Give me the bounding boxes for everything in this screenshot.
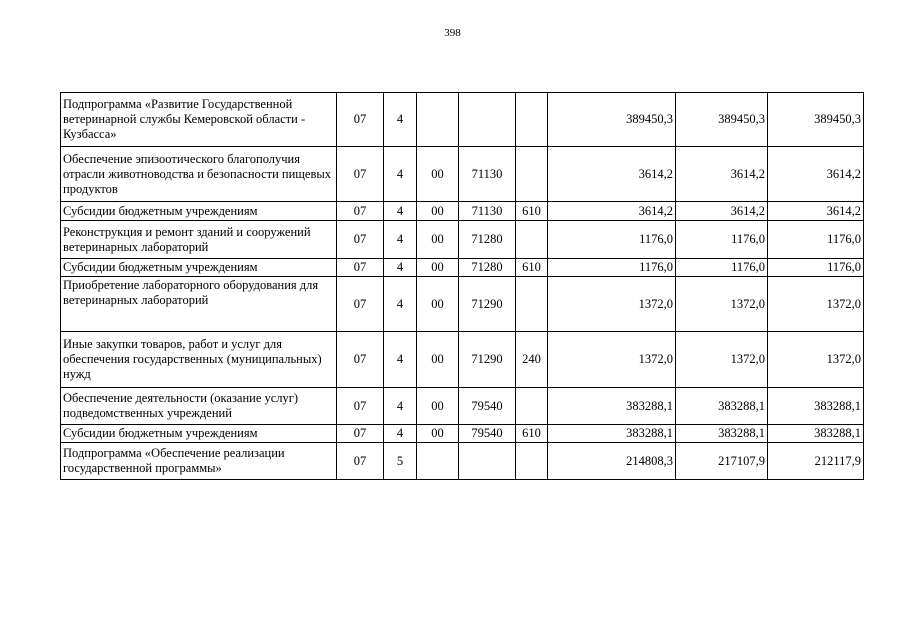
section-code: 07	[337, 332, 384, 388]
amount-year-3: 389450,3	[768, 93, 864, 147]
amount-year-1: 389450,3	[548, 93, 676, 147]
subsection-code: 4	[384, 221, 417, 259]
row-name: Субсидии бюджетным учреждениям	[61, 425, 337, 443]
amount-year-3: 383288,1	[768, 388, 864, 425]
amount-year-2: 1176,0	[676, 221, 768, 259]
direction-code: 71290	[459, 277, 516, 332]
table-row	[61, 332, 864, 388]
program-code: 00	[417, 332, 459, 388]
direction-code: 71290	[459, 332, 516, 388]
amount-year-3: 3614,2	[768, 147, 864, 202]
amount-year-2: 1176,0	[676, 259, 768, 277]
expense-type-code: 240	[516, 332, 548, 388]
amount-year-3: 3614,2	[768, 202, 864, 221]
row-name: Субсидии бюджетным учреждениям	[61, 202, 337, 221]
section-code: 07	[337, 425, 384, 443]
program-code: 00	[417, 388, 459, 425]
amount-year-3: 1372,0	[768, 277, 864, 332]
expense-type-code: 610	[516, 425, 548, 443]
program-code: 00	[417, 277, 459, 332]
row-name: Обеспечение деятельности (оказание услуг) подведомственных учреждений	[61, 388, 337, 425]
program-code: 00	[417, 425, 459, 443]
amount-year-1: 1176,0	[548, 259, 676, 277]
amount-year-3: 212117,9	[768, 443, 864, 480]
amount-year-3: 383288,1	[768, 425, 864, 443]
amount-year-1: 1372,0	[548, 332, 676, 388]
amount-year-2: 217107,9	[676, 443, 768, 480]
row-name: Субсидии бюджетным учреждениям	[61, 259, 337, 277]
section-code: 07	[337, 93, 384, 147]
direction-code: 71280	[459, 221, 516, 259]
row-name: Реконструкция и ремонт зданий и сооружений ветеринарных лабораторий	[61, 221, 337, 259]
program-code: 00	[417, 147, 459, 202]
amount-year-2: 383288,1	[676, 425, 768, 443]
expense-type-code	[516, 221, 548, 259]
program-code: 00	[417, 259, 459, 277]
section-code: 07	[337, 443, 384, 480]
row-name: Приобретение лабораторного оборудования для ветеринарных лабораторий	[61, 277, 337, 332]
subsection-code: 4	[384, 277, 417, 332]
amount-year-1: 3614,2	[548, 202, 676, 221]
section-code: 07	[337, 388, 384, 425]
subsection-code: 4	[384, 425, 417, 443]
section-code: 07	[337, 202, 384, 221]
amount-year-1: 3614,2	[548, 147, 676, 202]
amount-year-2: 3614,2	[676, 147, 768, 202]
direction-code: 71280	[459, 259, 516, 277]
direction-code	[459, 93, 516, 147]
budget-table	[60, 92, 864, 480]
amount-year-3: 1176,0	[768, 221, 864, 259]
amount-year-3: 1372,0	[768, 332, 864, 388]
direction-code: 79540	[459, 388, 516, 425]
program-code: 00	[417, 221, 459, 259]
expense-type-code	[516, 277, 548, 332]
expense-type-code: 610	[516, 259, 548, 277]
amount-year-2: 1372,0	[676, 277, 768, 332]
amount-year-2: 3614,2	[676, 202, 768, 221]
amount-year-2: 1372,0	[676, 332, 768, 388]
amount-year-2: 389450,3	[676, 93, 768, 147]
direction-code: 71130	[459, 147, 516, 202]
table-row	[61, 202, 864, 221]
subsection-code: 4	[384, 388, 417, 425]
expense-type-code	[516, 388, 548, 425]
table-row	[61, 277, 864, 332]
table-row	[61, 147, 864, 202]
section-code: 07	[337, 277, 384, 332]
amount-year-1: 383288,1	[548, 425, 676, 443]
direction-code: 79540	[459, 425, 516, 443]
program-code	[417, 443, 459, 480]
expense-type-code	[516, 93, 548, 147]
subsection-code: 4	[384, 147, 417, 202]
amount-year-1: 1372,0	[548, 277, 676, 332]
subsection-code: 4	[384, 93, 417, 147]
section-code: 07	[337, 259, 384, 277]
page-number: 398	[444, 27, 461, 39]
expense-type-code	[516, 147, 548, 202]
expense-type-code: 610	[516, 202, 548, 221]
table-row	[61, 443, 864, 480]
section-code: 07	[337, 147, 384, 202]
row-name: Подпрограмма «Развитие Государственной ветеринарной службы Кемеровской области - Кузбасса»	[61, 93, 337, 147]
direction-code: 71130	[459, 202, 516, 221]
subsection-code: 4	[384, 259, 417, 277]
table-row	[61, 221, 864, 259]
subsection-code: 5	[384, 443, 417, 480]
subsection-code: 4	[384, 332, 417, 388]
table-row	[61, 388, 864, 425]
table-row	[61, 425, 864, 443]
amount-year-1: 214808,3	[548, 443, 676, 480]
row-name: Обеспечение эпизоотического благополучия отрасли животноводства и безопасности пищевых продуктов	[61, 147, 337, 202]
program-code: 00	[417, 202, 459, 221]
amount-year-1: 383288,1	[548, 388, 676, 425]
subsection-code: 4	[384, 202, 417, 221]
amount-year-1: 1176,0	[548, 221, 676, 259]
table-row	[61, 93, 864, 147]
amount-year-3: 1176,0	[768, 259, 864, 277]
section-code: 07	[337, 221, 384, 259]
program-code	[417, 93, 459, 147]
table-row	[61, 259, 864, 277]
expense-type-code	[516, 443, 548, 480]
row-name: Подпрограмма «Обеспечение реализации государственной программы»	[61, 443, 337, 480]
direction-code	[459, 443, 516, 480]
row-name: Иные закупки товаров, работ и услуг для обеспечения государственных (муниципальных) нужд	[61, 332, 337, 388]
amount-year-2: 383288,1	[676, 388, 768, 425]
